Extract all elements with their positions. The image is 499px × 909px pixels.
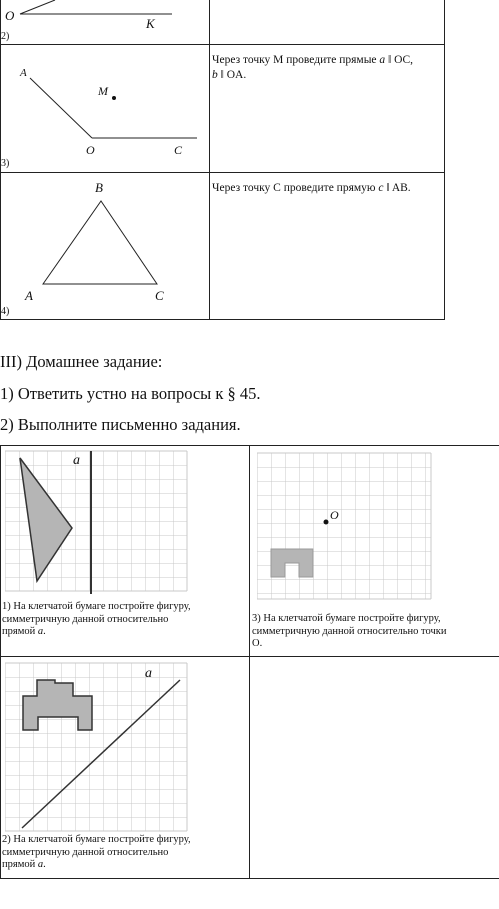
point-label-c: C <box>174 143 183 157</box>
line-label-a: a <box>145 666 152 681</box>
caption-task-2: 2) На клетчатой бумаге постройте фигуру, симметричную данной относительно прямой a. <box>2 834 191 870</box>
point-label-o: O <box>330 508 339 522</box>
triangle-figure-4 <box>0 173 210 319</box>
task-number: 3) <box>1 158 10 169</box>
task-text-3: Через точку M проведите прямые a ǁ OC, b ǁ OA. <box>212 54 414 81</box>
homework-item-1: 1) Ответить устно на вопросы к § 45. <box>0 384 261 403</box>
point-label-c: C <box>155 288 164 303</box>
point-label-b: B <box>95 180 103 195</box>
center-point-o <box>324 520 329 525</box>
task-number: 2) <box>1 31 10 42</box>
line-label-a: a <box>73 453 80 468</box>
caption-task-1: 1) На клетчатой бумаге постройте фигуру, симметричную данной относительно прямой a. <box>2 601 191 637</box>
point-label-o: O <box>86 143 95 157</box>
point-label-a: A <box>25 288 33 303</box>
point-label-o: O <box>5 8 15 23</box>
point-label-m: M <box>98 84 108 98</box>
angle-figure-2 <box>0 0 210 44</box>
caption-task-3: 3) На клетчатой бумаге постройте фигуру, симметричную данной относительно точки O. <box>252 613 447 649</box>
homework-title: III) Домашнее задание: <box>0 352 163 371</box>
homework-item-2: 2) Выполните письменно задания. <box>0 415 241 434</box>
point-m <box>112 96 116 100</box>
task-number: 4) <box>1 306 10 317</box>
point-label-a: A <box>20 67 27 79</box>
point-label-k: K <box>146 16 155 31</box>
task-text-4: Через точку C проведите прямую c ǁ AB. <box>212 182 411 194</box>
angle-figure-3 <box>0 45 210 172</box>
